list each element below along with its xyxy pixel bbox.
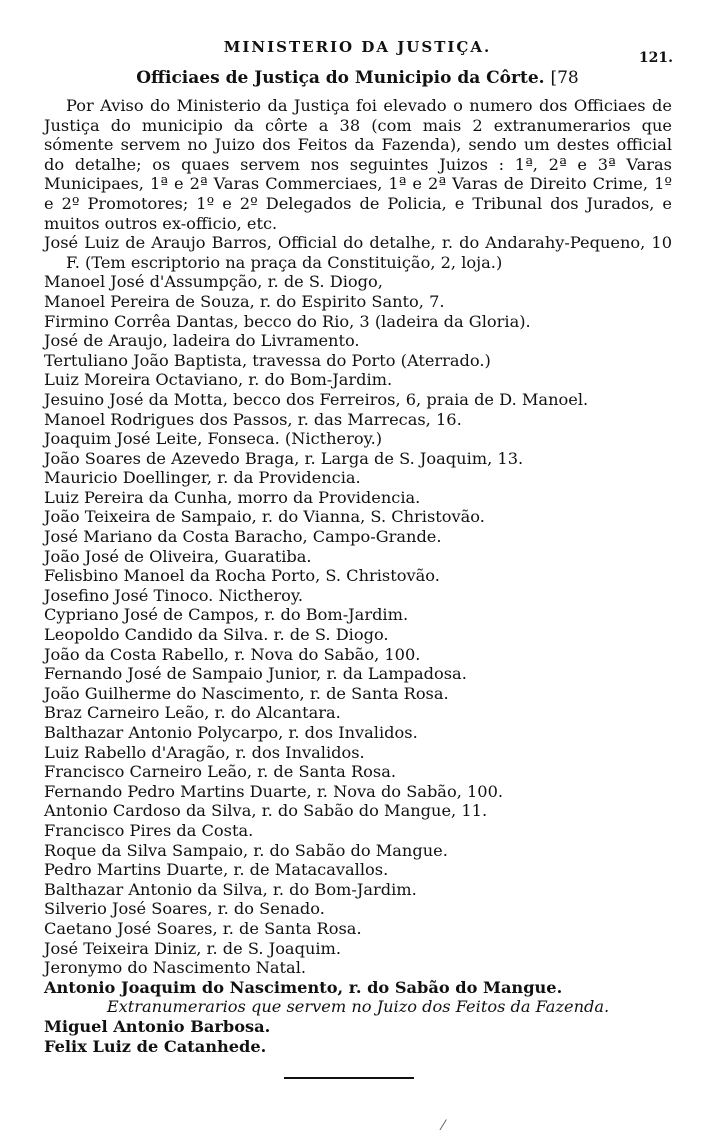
list-item: Balthazar Antonio da Silva, r. do Bom-Jardim. <box>44 879 417 899</box>
list-item: Miguel Antonio Barbosa. <box>44 1016 271 1036</box>
list-item: José de Araujo, ladeira do Livramento. <box>44 331 360 351</box>
list-item: Joaquim José Leite, Fonseca. (Nictheroy.) <box>44 429 383 449</box>
list-item: Caetano José Soares, r. de Santa Rosa. <box>44 918 362 938</box>
section-title <box>0 68 715 88</box>
intro-paragraph: Por Aviso do Ministerio da Justiça foi elevado o numero dos Officiaes de Justiça do municipio da côrte a 38 (com mais 2 extranumerarios que sómente servem no Juizo dos Feitos da Fazenda), sendo um destes official do detalhe; os quaes servem nos seguintes Juizos : 1ª, 2ª e 3ª Varas Municipaes, 1ª e 2ª Varas Commerciaes, 1ª e 2ª Varas de Direito Crime, 1º e 2º Promotores; 1º e 2º Delegados de Policia, e Tribunal dos Jurados, e muitos outros ex-officio, etc. <box>44 96 672 233</box>
list-item: Silverio José Soares, r. do Senado. <box>44 899 325 919</box>
list-item: Manoel José d'Assumpção, r. de S. Diogo, <box>44 272 383 292</box>
closing-rule <box>284 1077 414 1079</box>
list-item: Mauricio Doellinger, r. da Providencia. <box>44 468 361 488</box>
list-item: Antonio Joaquim do Nascimento, r. do Sabão do Mangue. <box>44 977 563 997</box>
running-head: MINISTERIO DA JUSTIÇA. <box>223 38 492 56</box>
extranumerarios-heading: Extranumerarios que servem no Juizo dos Feitos da Fazenda. <box>106 997 610 1017</box>
list-item: João Soares de Azevedo Braga, r. Larga de S. Joaquim, 13. <box>44 448 524 468</box>
list-item: Felix Luiz de Catanhede. <box>44 1036 267 1056</box>
stray-mark: ⁄ <box>442 1118 445 1134</box>
list-item: João da Costa Rabello, r. Nova do Sabão, 100. <box>44 644 421 664</box>
list-item: Cypriano José de Campos, r. do Bom-Jardim. <box>44 605 409 625</box>
list-item: José Mariano da Costa Baracho, Campo-Grande. <box>44 527 442 547</box>
extranumerarios-list <box>44 1017 672 1056</box>
list-item: Luiz Moreira Octaviano, r. do Bom-Jardim. <box>44 370 393 390</box>
list-item: Firmino Corrêa Dantas, becco do Rio, 3 (ladeira da Gloria). <box>44 311 531 331</box>
list-item: Francisco Pires da Costa. <box>44 820 254 840</box>
list-item: Manoel Pereira de Souza, r. do Espirito Santo, 7. <box>44 291 445 311</box>
list-item: Jeronymo do Nascimento Natal. <box>44 958 307 978</box>
list-item: João Guilherme do Nascimento, r. de Santa Rosa. <box>44 683 449 703</box>
list-item: Jesuino José da Motta, becco dos Ferreiros, 6, praia de D. Manoel. <box>44 389 589 409</box>
officials-list <box>44 233 672 997</box>
list-item: Luiz Rabello d'Aragão, r. dos Invalidos. <box>44 742 365 762</box>
list-item: Fernando Pedro Martins Duarte, r. Nova do Sabão, 100. <box>44 781 504 801</box>
list-item: Manoel Rodrigues dos Passos, r. das Marrecas, 16. <box>44 409 462 429</box>
list-item: Leopoldo Candido da Silva. r. de S. Diogo. <box>44 625 389 645</box>
list-item: João Teixeira de Sampaio, r. do Vianna, S. Christovão. <box>44 507 485 527</box>
list-item: Francisco Carneiro Leão, r. de Santa Rosa. <box>44 762 396 782</box>
list-item: Tertuliano João Baptista, travessa do Porto (Aterrado.) <box>44 350 491 370</box>
list-item: José Luiz de Araujo Barros, Official do detalhe, r. do Andarahy-Pequeno, 10 F. (Tem escriptorio na praça da Constituição, 2, loja.) <box>44 233 672 272</box>
list-item: Josefino José Tinoco. Nictheroy. <box>44 585 304 605</box>
list-item: Balthazar Antonio Polycarpo, r. dos Invalidos. <box>44 723 418 742</box>
list-item: João José de Oliveira, Guaratiba. <box>44 546 312 566</box>
list-item: Roque da Silva Sampaio, r. do Sabão do Mangue. <box>44 840 448 860</box>
body-text <box>44 96 672 1056</box>
list-item: Fernando José de Sampaio Junior, r. da Lampadosa. <box>44 664 467 684</box>
page-number: 121. <box>638 50 673 66</box>
list-item: Antonio Cardoso da Silva, r. do Sabão do Mangue, 11. <box>44 801 488 821</box>
list-item: Felisbino Manoel da Rocha Porto, S. Christovão. <box>44 566 440 586</box>
list-item: Luiz Pereira da Cunha, morro da Providencia. <box>44 487 421 507</box>
list-item: Pedro Martins Duarte, r. de Matacavallos. <box>44 860 389 880</box>
list-item: Braz Carneiro Leão, r. do Alcantara. <box>44 703 341 723</box>
section-title-text: Officiaes de Justiça do Municipio da Côrte. <box>136 68 545 88</box>
list-item: José Teixeira Diniz, r. de S. Joaquim. <box>44 938 342 958</box>
section-ref: [78 <box>550 68 579 88</box>
